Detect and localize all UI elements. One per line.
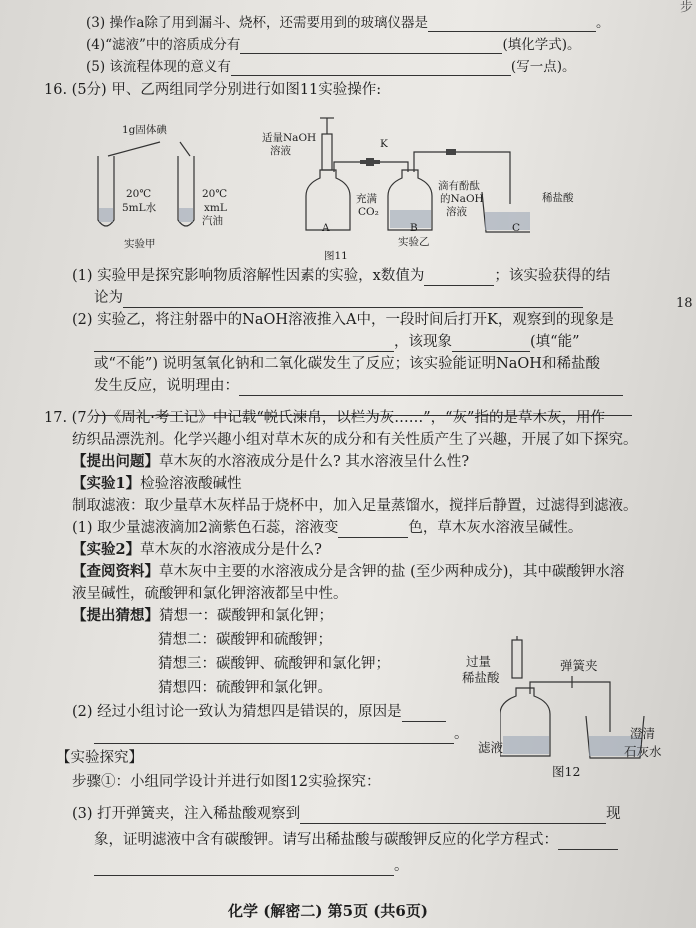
q17-hyp1: 【提出猜想】猜想一：碳酸钾和氯化钾； [72, 607, 333, 624]
fig11-iodine: 1g固体碘 [122, 124, 167, 136]
fig11-label-b: B [410, 222, 418, 234]
q17-s2: (2) 经过小组讨论一致认为猜想四是错误的，原因是 [72, 702, 446, 722]
q17-hyp2: 猜想二：碳酸钾和硫酸钾； [158, 632, 332, 648]
fig11-phen1: 滴有酚酞 [438, 180, 480, 192]
fig12-caption: 图12 [552, 764, 581, 779]
fig11-co2-2: CO₂ [358, 206, 379, 218]
fig12-hcl1: 过量 [466, 654, 492, 669]
corner-char: 步 [680, 0, 694, 15]
q17-hyp3: 猜想三：碳酸钾、硫酸钾和氯化钾； [158, 656, 390, 672]
q17-step1: 步骤①：小组同学设计并进行如图12实验探究： [72, 774, 381, 790]
page-footer: 化学 (解密二) 第5页 (共6页) [228, 902, 428, 920]
q17-equation-blank-2[interactable] [94, 861, 394, 876]
q15-s5: (5) 该流程体现的意义有 (写一点)。 [86, 59, 576, 75]
q15-s4: (4)“滤液”中的溶质成分有 (填化学式)。 [86, 37, 581, 53]
q16-phenomenon-blank[interactable] [94, 337, 394, 352]
q15-s4-blank[interactable] [240, 39, 502, 54]
q17-s1: (1) 取少量滤液滴加2滴紫色石蕊，溶液变 色，草木灰水溶液呈碱性。 [72, 520, 583, 536]
q15-s5-blank[interactable] [231, 61, 511, 76]
q16-p1c: 论为 [94, 288, 583, 308]
q17-l2: 纺织品漂洗剂。化学兴趣小组对草木灰的成分和有关性质产生了兴趣，开展了如下探究。 [72, 432, 638, 448]
fig11-k: K [380, 138, 388, 150]
q16-p2d: 或“不能”) 说明氢氧化钠和二氧化碳发生了反应；该实验能证明NaOH和稀盐酸 [94, 356, 600, 372]
q17-reason-blank-2[interactable] [94, 729, 454, 744]
q16-p2b: ，该现象 (填“能” [94, 332, 579, 352]
fig11-group-b: 实验乙 [398, 236, 430, 248]
q15-s3: (3) 操作a除了用到漏斗、烧杯，还需要用到的玻璃仪器是 。 [86, 15, 610, 31]
fig11-tube2-temp: 20℃ [202, 188, 228, 200]
q17-equation-line2: 。 [94, 856, 409, 876]
fig11-tube1-vol: 5mL水 [122, 202, 157, 214]
q17-filter: 制取滤液：取少量草木灰样品于烧杯中，加入足量蒸馏水，搅拌后静置，过滤得到滤液。 [72, 498, 638, 514]
q16-p2e: 发生反应，说明理由： [94, 376, 623, 396]
q16-x-blank[interactable] [424, 271, 494, 286]
fig12-lime1: 澄清 [630, 726, 656, 741]
q15-s3-blank[interactable] [428, 17, 596, 32]
q17-color-blank[interactable] [338, 523, 408, 538]
q17-observe-blank[interactable] [300, 809, 606, 824]
fig11-group-a: 实验甲 [124, 238, 156, 250]
q16-p1a: (1) 实验甲是探究影响物质溶解性因素的实验，x数值为 ；该实验获得的结 [72, 268, 611, 284]
q17-s2-line2: 。 [94, 724, 469, 744]
q17-equation-blank[interactable] [558, 835, 618, 850]
q17-reason-blank[interactable] [402, 707, 446, 722]
fig12-lime2: 石灰水 [624, 744, 662, 759]
fig11-label-a: A [322, 222, 330, 234]
q17-hyp4: 猜想四：硫酸钾和氯化钾。 [158, 680, 332, 696]
fig11-label-c: C [512, 222, 521, 234]
fig11-phen2: 的NaOH [440, 193, 484, 205]
q17-question: 【提出问题】草木灰的水溶液成分是什么? 其水溶液呈什么性? [72, 453, 470, 470]
fig11-naoh2: 溶液 [270, 145, 291, 157]
q16-conclusion-blank[interactable] [123, 293, 583, 308]
fig11-caption: 图11 [324, 250, 348, 262]
q16-reason-blank[interactable] [239, 381, 623, 396]
fig11-tube2-liquid: 汽油 [202, 215, 223, 227]
fig11-hcl: 稀盐酸 [542, 192, 574, 204]
q16-p2a: (2) 实验乙，将注射器中的NaOH溶液推入A中，一段时间后打开K，观察到的现象是 [72, 312, 614, 328]
fig12-hcl2: 稀盐酸 [462, 670, 500, 685]
q17-ref: 【查阅资料】草木灰中主要的水溶液成分是含钾的盐 (至少两种成分)，其中碳酸钾水溶 [72, 563, 625, 580]
q17-exp2: 【实验2】草木灰的水溶液成分是什么? [72, 541, 322, 558]
q16-title: 16. (5分) 甲、乙两组同学分别进行如图11实验操作: [44, 82, 382, 98]
q17-l1: 17. (7分)《周礼·考工记》中记载“帨氏湅帛，以栏为灰……”，“灰”指的是草木灰，用作 [44, 410, 605, 426]
q16-can-blank[interactable] [452, 337, 530, 352]
fig12-clamp: 弹簧夹 [560, 658, 598, 673]
q17-explore: 【实验探究】 [56, 750, 143, 766]
margin-number: 18 [676, 296, 693, 311]
fig11-tube1-temp: 20℃ [126, 188, 152, 200]
fig11-co2-1: 充满 [356, 193, 377, 205]
q17-s3c: 象，证明滤液中含有碳酸钾。请写出稀盐酸与碳酸钾反应的化学方程式： [94, 830, 618, 850]
fig11-naoh1: 适量NaOH [262, 132, 317, 144]
fig11-phen3: 溶液 [446, 206, 467, 218]
q17-s3: (3) 打开弹簧夹，注入稀盐酸观察到 现 [72, 806, 621, 822]
q17-exp1: 【实验1】检验溶液酸碱性 [72, 475, 242, 492]
fig12-filtrate: 滤液 [478, 740, 504, 755]
q17-ref2: 液呈碱性，硫酸钾和氯化钾溶液都呈中性。 [72, 586, 348, 602]
fig11-tube2-vol: xmL [204, 202, 227, 214]
